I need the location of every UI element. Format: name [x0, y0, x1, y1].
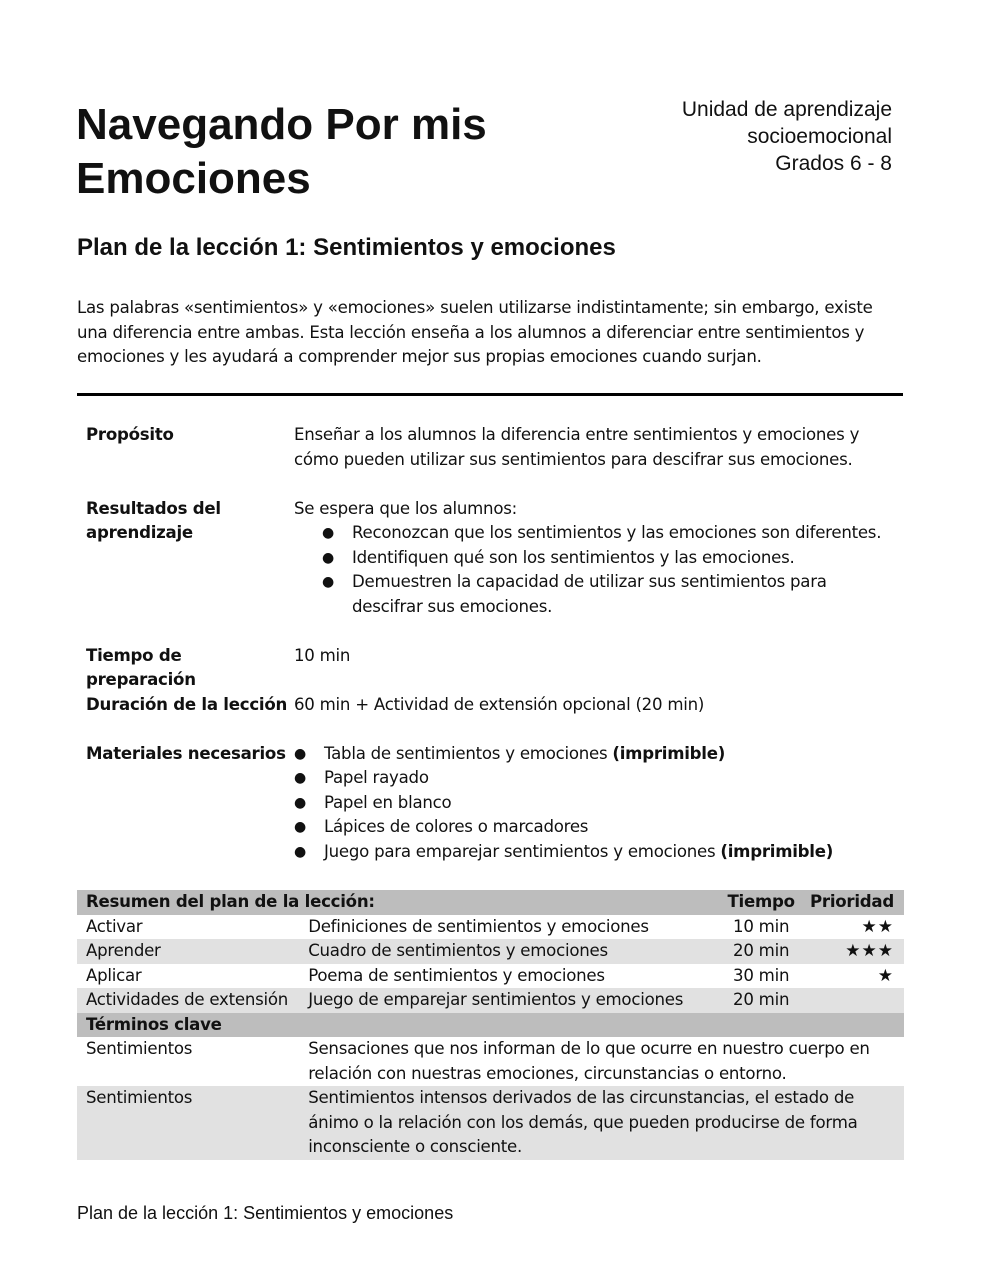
outcomes-label [86, 497, 294, 620]
time-cell: 30 min [733, 965, 790, 985]
definition-cell: Sentimientos intensos derivados de las circunstancias, el estado de ánimo o la relación con los demás, que pueden producirse de forma inconsciente o consciente. [299, 1086, 904, 1160]
prep-row [86, 644, 896, 693]
list-item [294, 791, 896, 816]
list-item [322, 570, 896, 619]
time-cell: 20 min [712, 939, 801, 964]
terms-header-row [77, 1013, 904, 1038]
grade-range: Grados 6 - 8 [775, 152, 892, 175]
activity-cell: Poema de sentimientos y emociones [308, 965, 605, 985]
lesson-summary-table [77, 890, 904, 1160]
outcomes-content [294, 497, 896, 620]
bullet-icon: ● [294, 794, 306, 811]
purpose-label: Propósito [86, 425, 174, 444]
duration-value: 60 min + Actividad de extensión opcional (20 min) [294, 694, 705, 714]
outcomes-label-line-2: aprendizaje [86, 523, 193, 542]
table-row [77, 1086, 904, 1160]
outcome-text: Reconozcan que los sentimientos y las emociones son diferentes. [352, 523, 882, 542]
printable-tag: (imprimible) [612, 743, 726, 763]
bullet-icon: ● [294, 745, 306, 762]
activity-cell: Definiciones de sentimientos y emociones [308, 916, 649, 936]
bullet-icon: ● [294, 819, 306, 835]
list-item [294, 766, 896, 791]
table-row [77, 964, 904, 989]
bullet-icon: ● [322, 525, 334, 541]
table-row [77, 939, 904, 964]
intro-paragraph: Las palabras «sentimientos» y «emociones» suelen utilizarse indistintamente; sin embargo, existe una diferencia entre ambas. Esta lección enseña a los alumnos a diferenciar entre sentimientos y emociones y les ayudará a comprender mejor sus propias emociones cuando surjan. [77, 298, 873, 366]
purpose-text: Enseñar a los alumnos la diferencia entre sentimientos y emociones y cómo pueden utilizar sus sentimientos para descifrar sus emociones. [294, 425, 860, 469]
table-row [77, 915, 904, 940]
lesson-info [86, 423, 896, 864]
prep-label [86, 644, 294, 693]
term-cell: Sentimientos [86, 1039, 193, 1058]
lesson-title: Plan de la lección 1: Sentimientos y emociones [77, 234, 616, 261]
phase-cell: Aprender [77, 939, 299, 964]
material-text: Papel rayado [324, 768, 429, 787]
prep-label-line-2: preparación [86, 670, 196, 689]
prep-value: 10 min [294, 645, 351, 665]
unit-line-2: socioemocional [747, 125, 892, 148]
outcome-text: Identifiquen qué son los sentimientos y las emociones. [352, 547, 795, 567]
list-item [294, 742, 896, 767]
priority-stars: ★★ [861, 916, 894, 937]
list-item [294, 815, 896, 840]
summary-header: Resumen del plan de la lección: [77, 890, 712, 915]
duration-row [86, 693, 896, 718]
priority-stars: ★★★ [801, 939, 904, 964]
purpose-row [86, 423, 896, 472]
material-text: Juego para emparejar sentimientos y emociones [324, 841, 721, 861]
materials-row [86, 742, 896, 865]
time-cell: 20 min [712, 988, 801, 1013]
phase-cell: Activar [86, 916, 143, 936]
materials-list [294, 742, 896, 865]
term-cell: Sentimientos [77, 1086, 299, 1160]
list-item [322, 546, 896, 571]
outcome-text: Demuestren la capacidad de utilizar sus sentimientos para descifrar sus emociones. [352, 572, 827, 616]
time-header: Tiempo [712, 890, 801, 915]
unit-info [682, 96, 892, 177]
page-footer: Plan de la lección 1: Sentimientos y emociones [77, 1203, 454, 1223]
priority-stars [801, 988, 904, 1013]
table-row [77, 988, 904, 1013]
prep-label-line-1: Tiempo de [86, 645, 182, 665]
outcomes-lead: Se espera que los alumnos: [294, 498, 517, 518]
list-item [322, 521, 896, 546]
phase-cell: Actividades de extensión [77, 988, 299, 1013]
time-cell: 10 min [733, 916, 790, 936]
list-item [294, 840, 896, 865]
page-title [76, 98, 636, 206]
unit-line-1: Unidad de aprendizaje [681, 98, 892, 121]
table-row [77, 1037, 904, 1086]
material-text: Tabla de sentimientos y emociones [324, 743, 613, 763]
bullet-icon: ● [322, 549, 334, 566]
duration-label: Duración de la lección [86, 694, 288, 714]
priority-header: Prioridad [801, 890, 904, 915]
terms-header: Términos clave [77, 1013, 904, 1038]
definition-cell: Sensaciones que nos informan de lo que ocurre en nuestro cuerpo en relación con nuestras emociones, circunstancias o entorno. [308, 1039, 870, 1083]
outcomes-label-line-1: Resultados del [86, 498, 221, 518]
outcomes-list [294, 521, 896, 619]
activity-cell: Juego de emparejar sentimientos y emociones [299, 988, 712, 1013]
materials-label: Materiales necesarios [86, 743, 286, 763]
table-header-row [77, 890, 904, 915]
bullet-icon: ● [322, 574, 334, 590]
material-text: Lápices de colores o marcadores [324, 817, 589, 836]
section-divider [77, 393, 903, 396]
priority-stars: ★ [877, 965, 894, 986]
bullet-icon: ● [294, 770, 306, 786]
bullet-icon: ● [294, 843, 306, 860]
activity-cell: Cuadro de sentimientos y emociones [299, 939, 712, 964]
title-line-2: Emociones [76, 154, 311, 203]
title-line-1: Navegando Por mis [76, 100, 487, 149]
printable-tag: (imprimible) [720, 841, 834, 861]
material-text: Papel en blanco [324, 792, 452, 812]
outcomes-row [86, 497, 896, 620]
phase-cell: Aplicar [86, 965, 142, 985]
